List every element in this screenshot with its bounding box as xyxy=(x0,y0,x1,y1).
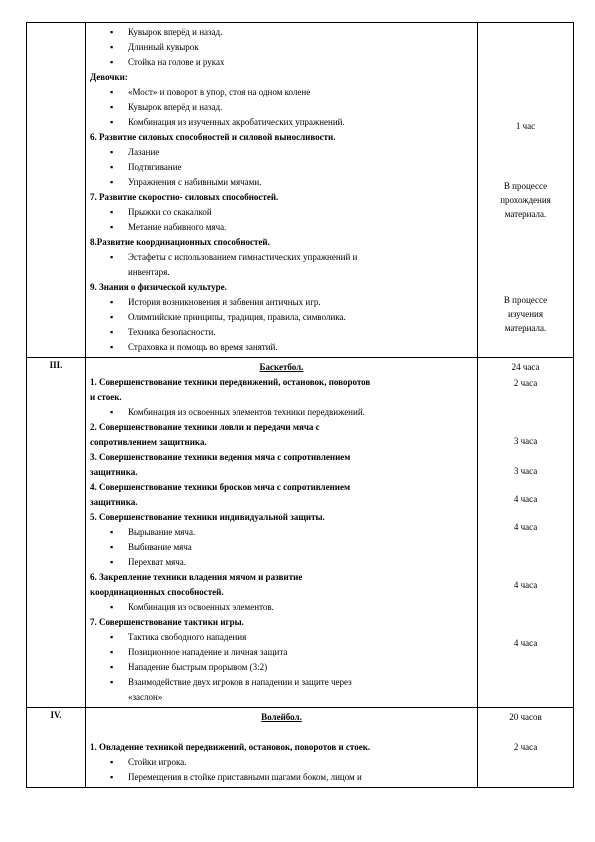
table-row xyxy=(27,708,574,788)
bullet-item: ▪ Эстафеты с использованием гимнастических упражнений и xyxy=(90,250,473,265)
topic-heading: сопротивлением защитника. xyxy=(90,437,207,447)
topic-heading: 7. Развитие скоростно- силовых способностей. xyxy=(90,192,279,202)
text-line xyxy=(90,725,473,740)
bullet-item: ▪ Перехват мяча. xyxy=(90,555,473,570)
topic-heading: координационных способностей. xyxy=(90,587,224,597)
hours-value: 4 часа xyxy=(513,638,538,648)
topic-heading: 7. Совершенствование тактики игры. xyxy=(90,617,244,627)
bullet-item: ▪ Взаимодействие двух игроков в нападении и защите через xyxy=(90,675,473,690)
bullet-item: ▪ Страховка и помощь во время занятий. xyxy=(90,340,473,355)
bullet-item: ▪ Тактика свободного нападения xyxy=(90,630,473,645)
topic-heading: Девочки: xyxy=(90,72,128,82)
bullet-item: ▪ Длинный кувырок xyxy=(90,40,473,55)
hours-value: 4 часа xyxy=(513,522,538,532)
topic-heading: 5. Совершенствование техники индивидуальной защиты. xyxy=(90,512,325,522)
hours-cell xyxy=(478,358,574,708)
bullet-item: ▪ Прыжки со скакалкой xyxy=(90,205,473,220)
hours-value: 20 часов xyxy=(509,712,542,722)
bullet-item: ▪ Олимпийские принципы, традиция, правила, символика. xyxy=(90,310,473,325)
hours-value: 2 часа xyxy=(513,378,538,388)
topic-heading: 2. Совершенствование техники ловли и передачи мяча с xyxy=(90,422,320,432)
topic-lines xyxy=(90,25,473,355)
bullet-item: ▪ Кувырок вперёд и назад. xyxy=(90,25,473,40)
topic-heading: 4. Совершенствование техники бросков мяча с сопротивлением xyxy=(90,482,351,492)
topic-cell xyxy=(86,708,478,788)
hours-value: В процессе xyxy=(503,295,548,305)
bullet-item: ▪ Перемещения в стойке приставными шагами боком, лицом и xyxy=(90,770,473,785)
section-title: Волейбол. xyxy=(261,712,302,722)
bullet-item: ▪ Выбивание мяча xyxy=(90,540,473,555)
bullet-item: ▪ Стойка на голове и руках xyxy=(90,55,473,70)
hours-value: 3 часа xyxy=(513,466,538,476)
bullet-item: ▪ Стойки игрока. xyxy=(90,755,473,770)
topic-heading: защитника. xyxy=(90,497,138,507)
table-row xyxy=(27,358,574,708)
topic-lines xyxy=(90,375,473,705)
hours-cell xyxy=(478,708,574,788)
hours-value: материала. xyxy=(504,209,547,219)
hours-value: 3 часа xyxy=(513,436,538,446)
row-number xyxy=(27,23,86,358)
bullet-item: ▪ Комбинация из изученных акробатических упражнений. xyxy=(90,115,473,130)
topic-heading: 6. Закрепление техники владения мячом и развитие xyxy=(90,572,303,582)
curriculum-table xyxy=(26,22,574,788)
text-line: «заслон» xyxy=(128,692,163,702)
hours-cell xyxy=(478,23,574,358)
bullet-item: ▪ Кувырок вперёд и назад. xyxy=(90,100,473,115)
topic-heading: защитника. xyxy=(90,467,138,477)
text-line: инвентаря. xyxy=(128,267,170,277)
topic-lines xyxy=(90,725,473,785)
hours-value: 4 часа xyxy=(513,580,538,590)
hours-value: 24 часа xyxy=(511,362,540,372)
topic-heading: 3. Совершенствование техники ведения мяча с сопротивлением xyxy=(90,452,351,462)
topic-heading: 1. Овладение техникой передвижений, остановок, поворотов и стоек. xyxy=(90,742,371,752)
hours-value: изучения xyxy=(508,309,543,319)
hours-value: В процессе xyxy=(503,181,548,191)
row-number: III. xyxy=(27,358,86,708)
topic-heading: 6. Развитие силовых способностей и силовой выносливости. xyxy=(90,132,336,142)
topic-heading: 1. Совершенствование техники передвижений, остановок, поворотов xyxy=(90,377,371,387)
bullet-item: ▪ Лазание xyxy=(90,145,473,160)
hours-value: материала. xyxy=(504,323,547,333)
bullet-item: ▪ История возникновения и забвения античных игр. xyxy=(90,295,473,310)
hours-value: 4 часа xyxy=(513,494,538,504)
hours-value: 1 час xyxy=(515,121,536,131)
bullet-item: ▪ Подтягивание xyxy=(90,160,473,175)
topic-heading: 8.Развитие координационных способностей. xyxy=(90,237,270,247)
topic-cell xyxy=(86,358,478,708)
bullet-item: ▪ Вырывание мяча. xyxy=(90,525,473,540)
bullet-item: ▪ Нападение быстрым прорывом (3:2) xyxy=(90,660,473,675)
bullet-item: ▪ Комбинация из освоенных элементов техники передвижений. xyxy=(90,405,473,420)
bullet-item: ▪ Упражнения с набивными мячами. xyxy=(90,175,473,190)
section-title: Баскетбол. xyxy=(259,362,304,372)
topic-heading: и стоек. xyxy=(90,392,122,402)
bullet-item: ▪ Метание набивного мяча. xyxy=(90,220,473,235)
table-row xyxy=(27,23,574,358)
hours-value: 2 часа xyxy=(513,742,538,752)
bullet-item: ▪ Позиционное нападение и личная защита xyxy=(90,645,473,660)
bullet-item: ▪ Комбинация из освоенных элементов. xyxy=(90,600,473,615)
row-number: IV. xyxy=(27,708,86,788)
bullet-item: ▪ Техника безопасности. xyxy=(90,325,473,340)
bullet-item: ▪ «Мост» и поворот в упор, стоя на одном колене xyxy=(90,85,473,100)
hours-value: прохождения xyxy=(500,195,551,205)
topic-cell xyxy=(86,23,478,358)
topic-heading: 9. Знания о физической культуре. xyxy=(90,282,227,292)
